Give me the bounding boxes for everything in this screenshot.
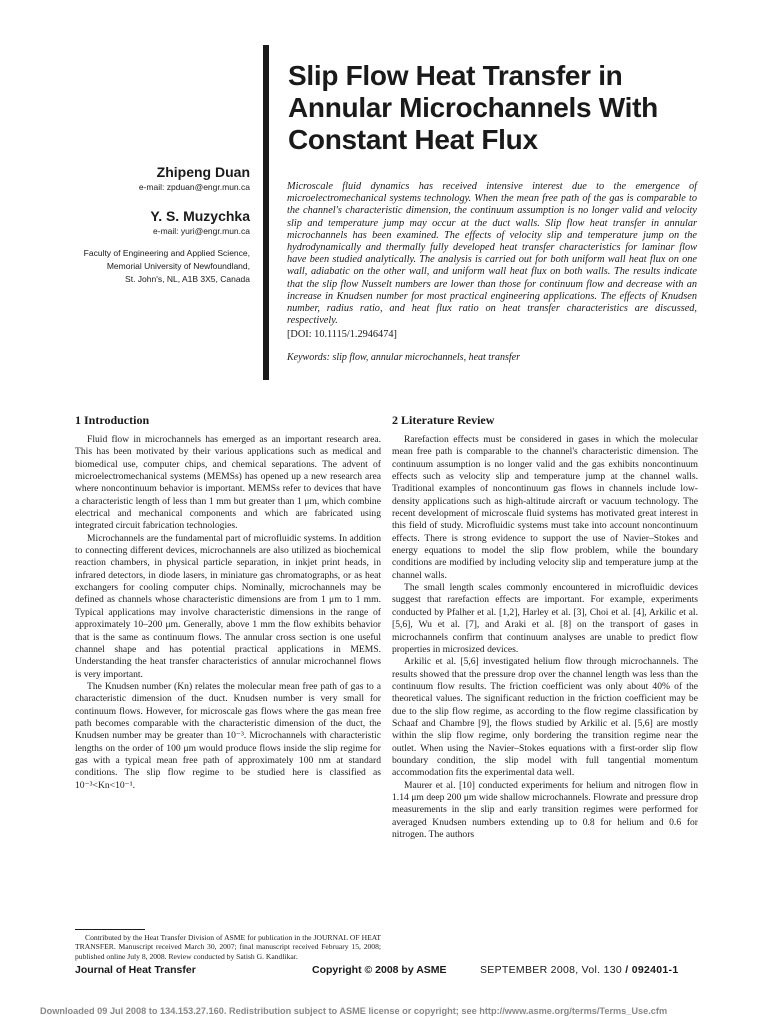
footnote-rule: [75, 929, 145, 930]
affiliation-line: Memorial University of Newfoundland,: [106, 261, 250, 271]
title-line: Constant Heat Flux: [288, 124, 538, 155]
body-paragraph: The Knudsen number (Kn) relates the molecular mean free path of gas to a characteristic dimension of the duct. Knudsen number is very small for continuum flows. However, for microscale gas flows where the gas mean free path becomes comparable with the characteristic dimension of the duct, the Knudsen number may be greater than 10⁻³. Microchannels with characteristic lengths on the order of 100 μm would produce flows inside the slip regime for gas with a typical mean free path of approximately 100 nm at standard conditions. The slip flow regime to be studied here is classified as 10⁻³<Kn<10⁻¹.: [75, 680, 381, 791]
author-block: [10, 163, 250, 286]
doi: [DOI: 10.1115/1.2946474]: [287, 329, 397, 340]
author-email: e-mail: yuri@engr.mun.ca: [153, 226, 250, 236]
author-name: Zhipeng Duan: [156, 164, 250, 180]
title-accent-bar: [263, 45, 269, 380]
right-column: [392, 412, 698, 841]
affiliation: [10, 247, 250, 286]
paper-title: [288, 60, 718, 156]
download-notice: Downloaded 09 Jul 2008 to 134.153.27.160. Redistribution subject to ASME license or copyright; see http://www.asme.org/terms/Terms_Use.cfm: [40, 1006, 668, 1016]
section-heading-introduction: 1 Introduction: [75, 413, 150, 427]
author-name: Y. S. Muzychka: [150, 208, 250, 224]
body-paragraph: The small length scales commonly encountered in microfluidic devices suggest that rarefaction effects are important. For example, experiments conducted by Pfalher et al. [1,2], Harley et al. [3], Choi et al. [4], Arkilic et al. [5,6], Wu et al. [7], and Araki et al. [8] on the transport of gases in microchannels confirm that continuum analyses are unable to predict flow properties in microsized devices.: [392, 582, 698, 655]
body-paragraph: Maurer et al. [10] conducted experiments for helium and nitrogen flow in 1.14 μm deep 200 μm wide shallow microchannels. Flowrate and pressure drop measurements in the slip and early transition regimes were performed for averaged Knudsen numbers extending up to 0.8 for helium and 0.6 for nitrogen. The authors: [392, 779, 698, 840]
left-column: [75, 412, 381, 792]
author-email: e-mail: zpduan@engr.mun.ca: [138, 182, 250, 192]
title-line: Annular Microchannels With: [288, 92, 658, 123]
keywords: Keywords: slip flow, annular microchannels, heat transfer: [287, 352, 520, 363]
footer-journal: Journal of Heat Transfer: [75, 964, 196, 976]
abstract: Microscale fluid dynamics has received intensive interest due to the emergence of microelectromechanical systems technology. When the mean free path of the gas is comparable to the channel's characteristic dimension, the continuum assumption is no longer valid and velocity slip and temperature jump may occur at the duct walls. Slip flow heat transfer in annular microchannels has been examined. The effects of velocity slip and temperature jump on the hydrodynamically and thermally fully developed heat transfer characteristics for laminar flow have been studied analytically. The analysis is carried out for both uniform wall heat flux on one wall, adiabatic on the other wall, and uniform wall heat flux on both walls. The results indicate that the slip flow Nusselt numbers are lower than those for continuum flow and decrease with an increase in Knudsen number for most practical engineering applications. The effects of Knudsen number, radius ratio, and heat flux ratio on heat transfer characteristics are discussed, respectively.: [287, 181, 697, 327]
body-paragraph: Fluid flow in microchannels has emerged as an important research area. This has been motivated by their various applications such as medical and biomedical use, computer chips, and chemical separations. The advent of microelectromechanical systems (MEMSs) has opened up a new research area where noncontinuum behavior is important. MEMSs refer to devices that have a characteristic length of less than 1 mm but greater than 1 μm, which combine electrical and mechanical components and which are fabricated using integrated circuit fabrication technologies.: [75, 434, 381, 532]
affiliation-line: St. John's, NL, A1B 3X5, Canada: [125, 274, 250, 284]
footnote: Contributed by the Heat Transfer Division of ASME for publication in the JOURNAL OF HEAT TRANSFER. Manuscript received March 30, 2007; final manuscript received February 15, 2008; published online July 8, 2008. Review conducted by Satish G. Kandlikar.: [75, 933, 381, 961]
footer-page-id: 092401-1: [631, 964, 679, 976]
body-paragraph: Rarefaction effects must be considered in gases in which the molecular mean free path is comparable to the channel's characteristic dimension. The continuum assumption is no longer valid and the gas exhibits noncontinuum effects such as velocity slip and temperature jump at the channel walls. Traditional examples of noncontinuum gas flows in channels include low-density applications such as high-altitude aircraft or vacuum technology. The recent development of microscale fluid systems has motivated great interest in this field of study. Microfluidic systems must take into account noncontinuum effects. There is strong evidence to support the use of Navier–Stokes and energy equations to model the slip flow problem, while the boundary conditions are modified by including velocity slip and temperature jump at the channel walls.: [392, 434, 698, 581]
affiliation-line: Faculty of Engineering and Applied Science,: [83, 248, 250, 258]
body-paragraph: Arkilic et al. [5,6] investigated helium flow through microchannels. The results showed that the pressure drop over the channel length was less than the continuum flow results. The friction coefficient was only about 40% of the theoretical values. The significant reduction in the friction coefficient may be due to the slip flow regime, as according to the flow regime classification by Schaaf and Chambre [9], the flows studied by Arkilic et al. [5,6] are mostly within the slip flow regime, only bordering the transition regime near the outlet. When using the Navier–Stokes equations with a first-order slip flow boundary condition, the slip model with full tangential momentum accommodation fits the experimental data well.: [392, 656, 698, 779]
footer-copyright: Copyright © 2008 by ASME: [312, 964, 447, 976]
title-line: Slip Flow Heat Transfer in: [288, 60, 623, 91]
footer-issue: [480, 963, 678, 977]
footer-issue-date: SEPTEMBER 2008, Vol. 130: [480, 964, 623, 976]
body-paragraph: Microchannels are the fundamental part of microfluidic systems. In addition to connecting different devices, microchannels are also utilized as biochemical reaction chambers, in physical particle separation, in inkjet print heads, in infrared detectors, in diode lasers, in miniature gas chromatographs, or as heat exchangers for cooling computer chips. Nominally, microchannels may be defined as channels whose characteristic dimensions are from 1 μm to 1 mm. Typical applications may involve characteristic dimensions in the range of approximately 10–200 μm. Generally, above 1 mm the flow exhibits behavior that is the same as continuum flows. The annular cross section is one useful channel shape and has potential practical applications in MEMS. Understanding the heat transfer characteristics of annular microchannel flows is very important.: [75, 532, 381, 680]
footer-slash: /: [622, 964, 632, 976]
section-heading-literature-review: 2 Literature Review: [392, 413, 495, 427]
